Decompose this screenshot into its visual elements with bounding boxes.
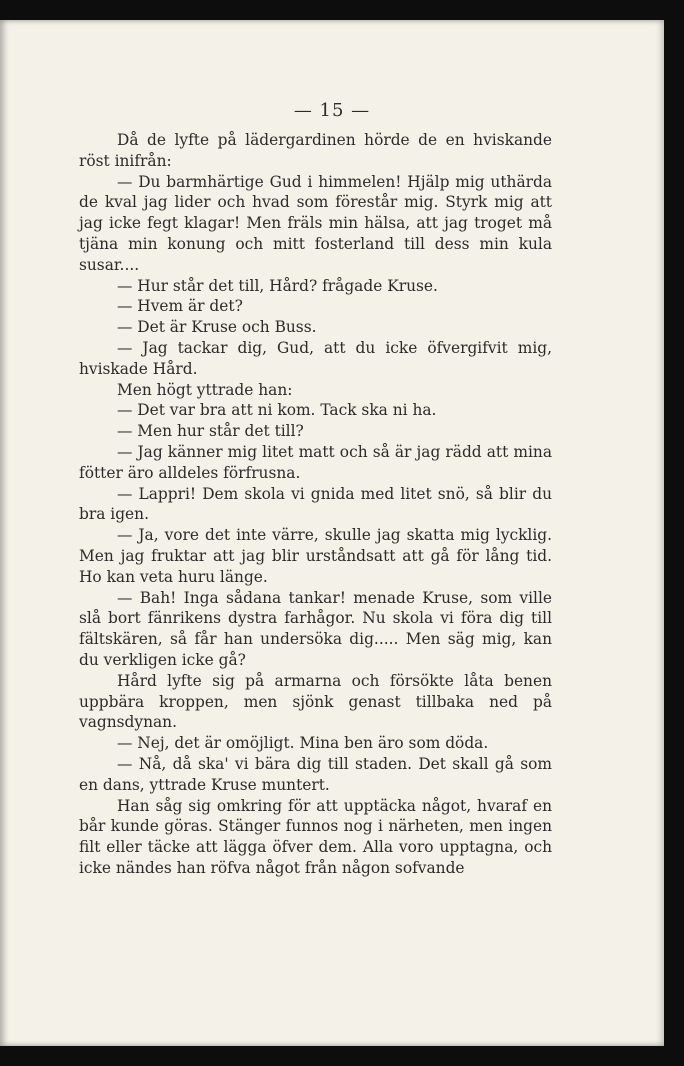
body-text — [79, 130, 552, 879]
paragraph: — Men hur står det till? — [117, 422, 304, 441]
paragraph: Han såg sig omkring för att upptäcka något, hvaraf en bår kunde göras. Stänger funnos nog i närheten, men ingen filt eller täcke att lägga öfver dem. Alla voro upptagna, och icke nändes han röfva något från någon sofvande — [79, 796, 552, 877]
paragraph: — Du barmhärtige Gud i himmelen! Hjälp mig uthärda de kval jag lider och hvad som förestår mig. Styrk mig att jag icke fegt klagar! Men fräls min hälsa, att jag troget må tjäna min konung och mitt fosterland till dess min kula susar.... — [79, 172, 552, 274]
paragraph: — Hur står det till, Hård? frågade Kruse. — [117, 276, 438, 295]
paragraph: — Jag känner mig litet matt och så är jag rädd att mina fötter äro alldeles förfrusna. — [79, 442, 552, 482]
paragraph: — Nå, då ska' vi bära dig till staden. Det skall gå som en dans, yttrade Kruse muntert. — [79, 754, 552, 794]
paragraph: — Det är Kruse och Buss. — [117, 318, 317, 337]
book-page — [0, 20, 664, 1046]
paragraph: — Hvem är det? — [117, 297, 243, 316]
paragraph: — Nej, det är omöjligt. Mina ben äro som döda. — [117, 734, 489, 753]
paragraph: — Bah! Inga sådana tankar! menade Kruse, som ville slå bort fänrikens dystra farhågor. Nu skola vi föra dig till fältskären, så får han undersöka dig..... Men säg mig, kan du verkligen icke gå? — [79, 588, 552, 669]
paragraph: — Ja, vore det inte värre, skulle jag skatta mig lycklig. Men jag fruktar att jag blir urståndsatt att gå för lång tid. Ho kan veta huru länge. — [79, 526, 552, 586]
paragraph: — Lappri! Dem skola vi gnida med litet snö, så blir du bra igen. — [79, 484, 552, 524]
paragraph: — Det var bra att ni kom. Tack ska ni ha. — [117, 401, 437, 420]
paragraph: Men högt yttrade han: — [117, 380, 293, 399]
paragraph: — Jag tackar dig, Gud, att du icke öfvergifvit mig, hviskade Hård. — [79, 338, 552, 378]
paragraph: Hård lyfte sig på armarna och försökte låta benen uppbära kroppen, men sjönk genast tillbaka ned på vagnsdynan. — [79, 671, 552, 732]
page-number: — 15 — — [293, 100, 371, 121]
paragraph: Då de lyfte på lädergardinen hörde de en hviskande röst inifrån: — [79, 131, 552, 170]
